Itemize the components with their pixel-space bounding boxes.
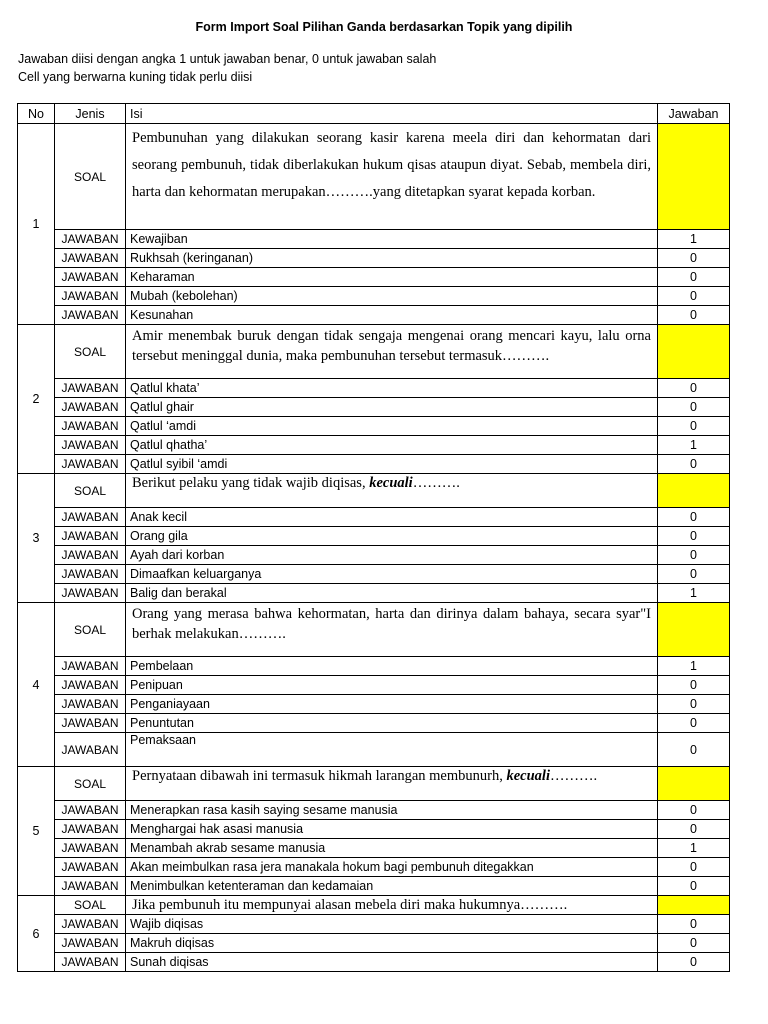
answer-value[interactable]: 0	[658, 379, 730, 398]
answer-value[interactable]: 0	[658, 676, 730, 695]
question-text[interactable]: Amir menembak buruk dengan tidak sengaja mengenai orang mencari kayu, lalu orna tersebut meninggal dunia, maka pembunuhan tersebut termasuk……….	[126, 325, 658, 379]
option-text[interactable]: Menimbulkan ketenteraman dan kedamaian	[126, 877, 658, 896]
option-row	[18, 546, 730, 565]
question-number: 6	[18, 896, 55, 972]
answer-value[interactable]: 1	[658, 839, 730, 858]
option-text[interactable]: Menerapkan rasa kasih saying sesame manusia	[126, 801, 658, 820]
option-row	[18, 714, 730, 733]
header-no: No	[18, 104, 55, 124]
option-type: JAWABAN	[55, 839, 126, 858]
header-jenis: Jenis	[55, 104, 126, 124]
answer-cell-disabled	[658, 767, 730, 801]
option-type: JAWABAN	[55, 714, 126, 733]
answer-value[interactable]: 0	[658, 858, 730, 877]
answer-value[interactable]: 0	[658, 733, 730, 767]
question-number: 2	[18, 325, 55, 474]
option-row	[18, 287, 730, 306]
header-jawaban: Jawaban	[658, 104, 730, 124]
option-row	[18, 801, 730, 820]
option-type: JAWABAN	[55, 379, 126, 398]
option-type: JAWABAN	[55, 858, 126, 877]
answer-value[interactable]: 1	[658, 584, 730, 603]
question-text[interactable]: Pembunuhan yang dilakukan seorang kasir karena meela diri dan kehormatan dari seorang pembunuh, tidak diberlakukan hukum qisas ataupun diyat. Sebab, membela diri, harta dan kehormatan merupakan……….yang ditetapkan syarat kepada korban.	[126, 124, 658, 230]
option-text[interactable]: Kesunahan	[126, 306, 658, 325]
answer-value[interactable]: 0	[658, 268, 730, 287]
option-text[interactable]: Kewajiban	[126, 230, 658, 249]
option-text[interactable]: Anak kecil	[126, 508, 658, 527]
option-row	[18, 268, 730, 287]
question-row	[18, 767, 730, 801]
option-type: JAWABAN	[55, 877, 126, 896]
question-row	[18, 124, 730, 230]
answer-cell-disabled	[658, 603, 730, 657]
option-type: JAWABAN	[55, 565, 126, 584]
option-type: JAWABAN	[55, 436, 126, 455]
option-text[interactable]: Penganiayaan	[126, 695, 658, 714]
option-text[interactable]: Ayah dari korban	[126, 546, 658, 565]
option-type: JAWABAN	[55, 953, 126, 972]
option-text[interactable]: Balig dan berakal	[126, 584, 658, 603]
question-row	[18, 474, 730, 508]
option-row	[18, 436, 730, 455]
option-text[interactable]: Makruh diqisas	[126, 934, 658, 953]
option-text[interactable]: Mubah (kebolehan)	[126, 287, 658, 306]
option-type: JAWABAN	[55, 249, 126, 268]
question-number: 4	[18, 603, 55, 767]
question-text[interactable]	[126, 474, 658, 508]
option-type: JAWABAN	[55, 287, 126, 306]
option-row	[18, 417, 730, 436]
option-text[interactable]: Qatlul qhatha’	[126, 436, 658, 455]
option-row	[18, 733, 730, 767]
answer-cell-disabled	[658, 474, 730, 508]
answer-value[interactable]: 0	[658, 877, 730, 896]
option-row	[18, 820, 730, 839]
option-text[interactable]: Pemaksaan	[126, 733, 658, 767]
answer-value[interactable]: 0	[658, 306, 730, 325]
answer-value[interactable]: 0	[658, 934, 730, 953]
question-number: 1	[18, 124, 55, 325]
option-row	[18, 953, 730, 972]
option-text[interactable]: Orang gila	[126, 527, 658, 546]
option-row	[18, 676, 730, 695]
answer-value[interactable]: 0	[658, 695, 730, 714]
option-type: JAWABAN	[55, 398, 126, 417]
question-table	[17, 103, 730, 972]
option-text[interactable]: Akan meimbulkan rasa jera manakala hokum bagi pembunuh ditegakkan	[126, 858, 658, 877]
answer-value[interactable]: 1	[658, 657, 730, 676]
option-type: JAWABAN	[55, 915, 126, 934]
option-row	[18, 249, 730, 268]
answer-value[interactable]: 0	[658, 287, 730, 306]
option-type: JAWABAN	[55, 733, 126, 767]
option-type: JAWABAN	[55, 527, 126, 546]
option-text[interactable]: Menghargai hak asasi manusia	[126, 820, 658, 839]
answer-value[interactable]: 0	[658, 249, 730, 268]
option-row	[18, 915, 730, 934]
question-emphasis: kecuali	[506, 768, 550, 784]
answer-value[interactable]: 0	[658, 398, 730, 417]
option-text[interactable]: Rukhsah (keringanan)	[126, 249, 658, 268]
soal-label: SOAL	[55, 896, 126, 915]
option-row	[18, 858, 730, 877]
question-text[interactable]	[126, 767, 658, 801]
option-text[interactable]: Qatlul ghair	[126, 398, 658, 417]
option-type: JAWABAN	[55, 801, 126, 820]
soal-label: SOAL	[55, 325, 126, 379]
question-text-main: Berikut pelaku yang tidak wajib diqisas,	[132, 475, 370, 491]
option-type: JAWABAN	[55, 508, 126, 527]
option-type: JAWABAN	[55, 230, 126, 249]
option-row	[18, 527, 730, 546]
answer-value[interactable]: 0	[658, 820, 730, 839]
answer-value[interactable]: 0	[658, 455, 730, 474]
option-row	[18, 877, 730, 896]
question-row	[18, 603, 730, 657]
option-type: JAWABAN	[55, 820, 126, 839]
option-row	[18, 306, 730, 325]
option-row	[18, 455, 730, 474]
header-isi: Isi	[126, 104, 658, 124]
soal-label: SOAL	[55, 603, 126, 657]
option-row	[18, 230, 730, 249]
question-emphasis: kecuali	[369, 475, 413, 491]
option-text[interactable]: Dimaafkan keluarganya	[126, 565, 658, 584]
question-number: 3	[18, 474, 55, 603]
answer-value[interactable]: 0	[658, 546, 730, 565]
soal-label: SOAL	[55, 474, 126, 508]
option-row	[18, 379, 730, 398]
answer-value[interactable]: 1	[658, 230, 730, 249]
question-text[interactable]: Orang yang merasa bahwa kehormatan, harta dan dirinya dalam bahaya, secara syar"I berhak melakukan……….	[126, 603, 658, 657]
answer-value[interactable]: 0	[658, 527, 730, 546]
question-text-ellipsis: ……….	[549, 768, 598, 784]
question-row	[18, 896, 730, 915]
option-text[interactable]: Menambah akrab sesame manusia	[126, 839, 658, 858]
option-type: JAWABAN	[55, 306, 126, 325]
question-text-ellipsis: ……….	[412, 475, 460, 491]
instruction-line-2: Cell yang berwarna kuning tidak perlu diisi	[18, 70, 253, 84]
option-type: JAWABAN	[55, 455, 126, 474]
answer-cell-disabled	[658, 325, 730, 379]
header-row	[18, 104, 730, 124]
option-type: JAWABAN	[55, 268, 126, 287]
instruction-line-1: Jawaban diisi dengan angka 1 untuk jawaban benar, 0 untuk jawaban salah	[18, 52, 437, 66]
option-row	[18, 934, 730, 953]
question-number: 5	[18, 767, 55, 896]
answer-value[interactable]: 0	[658, 565, 730, 584]
option-type: JAWABAN	[55, 657, 126, 676]
option-type: JAWABAN	[55, 417, 126, 436]
option-row	[18, 508, 730, 527]
question-text[interactable]: Jika pembunuh itu mempunyai alasan mebela diri maka hukumnya……….	[126, 896, 658, 915]
answer-value[interactable]: 0	[658, 801, 730, 820]
question-row	[18, 325, 730, 379]
option-text[interactable]: Sunah diqisas	[126, 953, 658, 972]
option-text[interactable]: Qatlul ‘amdi	[126, 417, 658, 436]
form-title: Form Import Soal Pilihan Ganda berdasarkan Topik yang dipilih	[195, 20, 573, 34]
option-text[interactable]: Wajib diqisas	[126, 915, 658, 934]
question-text-main: Pernyataan dibawah ini termasuk hikmah larangan membunurh,	[132, 768, 507, 784]
option-row	[18, 398, 730, 417]
option-type: JAWABAN	[55, 584, 126, 603]
option-type: JAWABAN	[55, 695, 126, 714]
answer-cell-disabled	[658, 896, 730, 915]
option-row	[18, 839, 730, 858]
option-row	[18, 565, 730, 584]
option-text[interactable]: Keharaman	[126, 268, 658, 287]
option-text[interactable]: Qatlul khata’	[126, 379, 658, 398]
answer-value[interactable]: 0	[658, 953, 730, 972]
answer-value[interactable]: 1	[658, 436, 730, 455]
option-row	[18, 695, 730, 714]
option-type: JAWABAN	[55, 676, 126, 695]
answer-cell-disabled	[658, 124, 730, 230]
option-text[interactable]: Penipuan	[126, 676, 658, 695]
option-row	[18, 584, 730, 603]
option-row	[18, 657, 730, 676]
option-text[interactable]: Pembelaan	[126, 657, 658, 676]
option-type: JAWABAN	[55, 934, 126, 953]
soal-label: SOAL	[55, 767, 126, 801]
answer-value[interactable]: 0	[658, 508, 730, 527]
soal-label: SOAL	[55, 124, 126, 230]
answer-value[interactable]: 0	[658, 915, 730, 934]
option-text[interactable]: Penuntutan	[126, 714, 658, 733]
option-type: JAWABAN	[55, 546, 126, 565]
answer-value[interactable]: 0	[658, 714, 730, 733]
answer-value[interactable]: 0	[658, 417, 730, 436]
option-text[interactable]: Qatlul syibil ‘amdi	[126, 455, 658, 474]
